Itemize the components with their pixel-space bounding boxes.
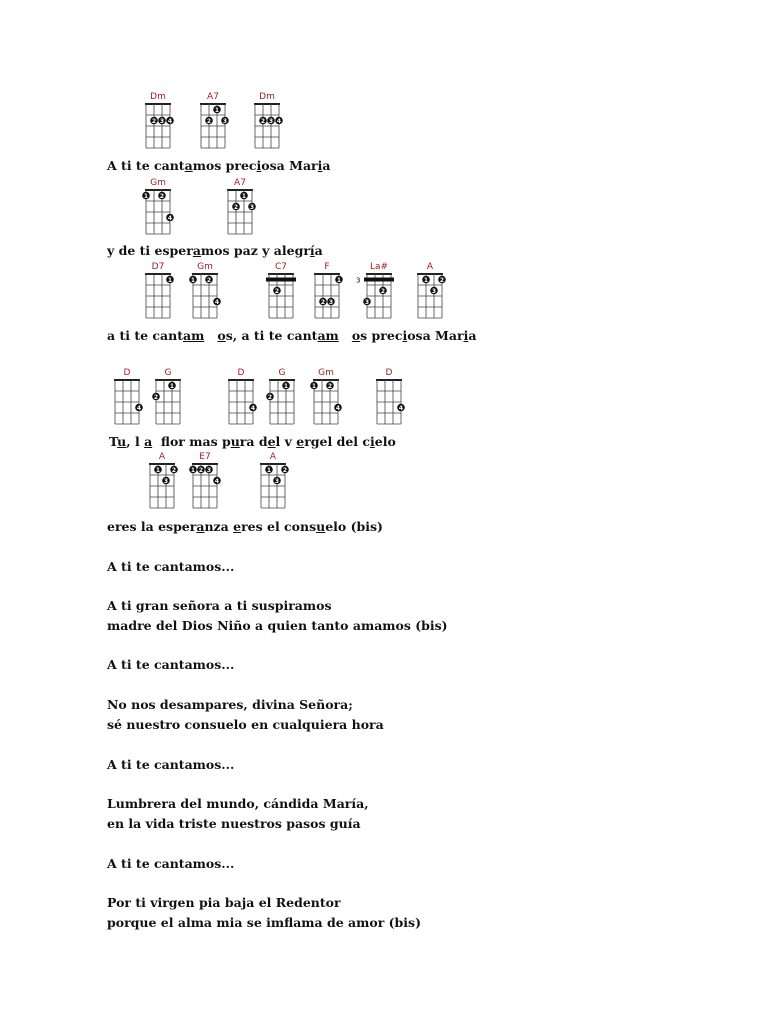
finger-number: 2 [159, 192, 165, 200]
finger-number: 1 [190, 466, 196, 474]
barre-bar [266, 278, 296, 282]
underlined-syllable: a [144, 434, 153, 449]
fretboard [222, 189, 258, 237]
chord-name: C7 [274, 262, 287, 272]
lyric-line: No nos desampares, divina Señora; [107, 697, 353, 712]
chord-diagram [308, 368, 344, 428]
lyric-line: en la vida triste nuestros pasos guía [107, 816, 361, 831]
finger-number: 2 [327, 382, 333, 390]
chord-name: D7 [151, 262, 165, 272]
chord-name: A7 [234, 178, 246, 188]
fretboard [195, 103, 231, 151]
finger-number: 1 [283, 382, 289, 390]
lyric-text: a [314, 243, 323, 258]
lyric-line: A ti te cantamos... [107, 757, 235, 772]
fretboard [309, 273, 345, 321]
finger-number: 2 [320, 298, 326, 306]
lyric-text: flor mas p [152, 434, 231, 449]
finger-number: 2 [233, 203, 239, 211]
fretboard [109, 379, 145, 427]
underlined-syllable: a [192, 243, 201, 258]
finger-number: 3 [274, 477, 280, 485]
lyric-text: elo (bis) [325, 519, 383, 534]
lyric-text: osa Mar [261, 158, 318, 173]
fretboard [255, 463, 291, 511]
finger-number: 2 [282, 466, 288, 474]
lyric-line [107, 158, 331, 173]
chord-diagram [140, 262, 176, 322]
chord-name: A [426, 262, 434, 272]
lyric-text: mos prec [192, 158, 257, 173]
underlined-syllable: am [317, 328, 339, 343]
fretboard [187, 273, 223, 321]
underlined-syllable: i [256, 158, 262, 173]
underlined-syllable: i [463, 328, 469, 343]
fretboard [308, 379, 344, 427]
lyric-line [109, 434, 396, 449]
lyric-line [107, 519, 383, 534]
chord-diagram [144, 452, 180, 512]
lyric-line: porque el alma mia se imflama de amor (bis) [107, 915, 421, 930]
chord-name: Gm [197, 262, 213, 272]
lyric-line: A ti gran señora a ti suspiramos [107, 598, 332, 613]
lyric-text: eres la esper [107, 519, 197, 534]
underlined-syllable: i [317, 158, 323, 173]
finger-number: 2 [171, 466, 177, 474]
lyric-text: A ti te cant [107, 158, 185, 173]
chord-name: A7 [207, 92, 219, 102]
chord-diagram [140, 178, 176, 238]
lyric-text: , l [126, 434, 145, 449]
chord-diagram [140, 92, 176, 152]
finger-number: 1 [167, 276, 173, 284]
finger-number: 4 [167, 117, 173, 125]
lyric-text: s, a ti te cant [225, 328, 318, 343]
lyric-line: A ti te cantamos... [107, 657, 235, 672]
fretboard [150, 379, 186, 427]
fret-number: 3 [356, 276, 361, 285]
finger-number: 2 [380, 287, 386, 295]
chord-diagram [150, 368, 186, 428]
underlined-syllable: u [117, 434, 127, 449]
fretboard [140, 189, 176, 237]
chord-diagram [412, 262, 448, 322]
chord-name: La# [369, 262, 389, 272]
fretboard [371, 379, 407, 427]
lyric-text: rgel del c [304, 434, 370, 449]
underlined-syllable: o [217, 328, 226, 343]
finger-number: 3 [222, 117, 228, 125]
finger-number: 1 [214, 106, 220, 114]
finger-number: 2 [267, 393, 273, 401]
lyric-text: mos paz y alegr [200, 243, 310, 258]
chord-diagram [223, 368, 259, 428]
lyric-text: res el cons [241, 519, 317, 534]
underlined-syllable: o [351, 328, 361, 343]
finger-number: 4 [167, 214, 173, 222]
lyric-text: s prec [360, 328, 403, 343]
fretboard [187, 463, 223, 511]
finger-number: 3 [431, 287, 437, 295]
chord-diagram [222, 178, 258, 238]
chord-diagram [187, 262, 223, 322]
finger-number: 3 [163, 477, 169, 485]
lyric-line: Por ti virgen pia baja el Redentor [107, 895, 341, 910]
finger-number: 2 [151, 117, 157, 125]
lyric-text: l v [275, 434, 297, 449]
fretboard [264, 379, 300, 427]
fretboard [223, 379, 259, 427]
lyric-line [107, 328, 476, 343]
chord-diagram [356, 262, 397, 322]
finger-number: 1 [311, 382, 317, 390]
lyric-line: A ti te cantamos... [107, 856, 235, 871]
finger-number: 1 [143, 192, 149, 200]
finger-number: 1 [190, 276, 196, 284]
finger-number: 1 [155, 466, 161, 474]
chord-diagram [263, 262, 299, 322]
chord-name: A [269, 452, 277, 462]
finger-number: 1 [423, 276, 429, 284]
finger-number: 1 [169, 382, 175, 390]
chord-name: G [278, 368, 286, 378]
underlined-syllable: am [182, 328, 205, 343]
finger-number: 3 [206, 466, 212, 474]
fretboard [144, 463, 180, 511]
finger-number: 3 [268, 117, 274, 125]
finger-number: 4 [214, 298, 220, 306]
underlined-syllable: a [184, 158, 193, 173]
underlined-syllable: e [296, 434, 305, 449]
chord-diagram [371, 368, 407, 428]
underlined-syllable: i [370, 434, 375, 449]
chord-name: D [237, 368, 245, 378]
finger-number: 4 [335, 404, 341, 412]
chord-name: G [164, 368, 172, 378]
chord-diagram [249, 92, 285, 152]
fretboard [263, 273, 299, 321]
finger-number: 1 [266, 466, 272, 474]
chord-name: Dm [259, 92, 275, 102]
finger-number: 3 [364, 298, 370, 306]
chord-diagram [309, 262, 345, 322]
finger-number: 3 [159, 117, 165, 125]
finger-number: 2 [260, 117, 266, 125]
chord-name: Gm [150, 178, 166, 188]
chord-name: D [385, 368, 393, 378]
underlined-syllable: í [309, 243, 315, 258]
fretboard [140, 273, 176, 321]
lyric-text [339, 328, 352, 343]
lyric-text: osa Mar [407, 328, 464, 343]
lyric-text: a [322, 158, 331, 173]
chord-diagram [195, 92, 231, 152]
lyric-text: a [468, 328, 477, 343]
fretboard [412, 273, 448, 321]
lyric-text [204, 328, 217, 343]
underlined-syllable: u [230, 434, 240, 449]
chord-name: Dm [150, 92, 166, 102]
finger-number: 4 [276, 117, 282, 125]
finger-number: 4 [398, 404, 404, 412]
chord-name: Gm [318, 368, 334, 378]
lyric-text: T [109, 434, 118, 449]
finger-number: 2 [439, 276, 445, 284]
barre-bar [364, 278, 394, 282]
lyric-line: A ti te cantamos... [107, 559, 235, 574]
underlined-syllable: a [196, 519, 205, 534]
fretboard [356, 273, 397, 321]
lyric-line: sé nuestro consuelo en cualquiera hora [107, 717, 384, 732]
lyric-text: elo [374, 434, 396, 449]
finger-number: 1 [241, 192, 247, 200]
fretboard [249, 103, 285, 151]
lyric-text: nza [204, 519, 234, 534]
finger-number: 2 [206, 276, 212, 284]
chord-diagram [109, 368, 145, 428]
finger-number: 4 [136, 404, 142, 412]
finger-number: 3 [249, 203, 255, 211]
finger-number: 4 [214, 477, 220, 485]
chord-diagram [187, 452, 223, 512]
lyric-line: madre del Dios Niño a quien tanto amamos (bis) [107, 618, 448, 633]
fretboard [140, 103, 176, 151]
underlined-syllable: e [233, 519, 242, 534]
lyric-text: a ti te cant [107, 328, 183, 343]
underlined-syllable: e [267, 434, 276, 449]
finger-number: 2 [198, 466, 204, 474]
finger-number: 3 [328, 298, 334, 306]
underlined-syllable: i [402, 328, 408, 343]
finger-number: 2 [274, 287, 280, 295]
chord-diagram [255, 452, 291, 512]
underlined-syllable: u [316, 519, 326, 534]
chord-name: F [324, 262, 330, 272]
chord-diagram [264, 368, 300, 428]
lyric-line [107, 243, 323, 258]
lyric-text: y de ti esper [107, 243, 193, 258]
finger-number: 2 [206, 117, 212, 125]
lyric-line: Lumbrera del mundo, cándida María, [107, 796, 369, 811]
finger-number: 4 [250, 404, 256, 412]
chord-name: E7 [199, 452, 211, 462]
chord-name: D [123, 368, 131, 378]
chord-name: A [158, 452, 166, 462]
finger-number: 1 [336, 276, 342, 284]
finger-number: 2 [153, 393, 159, 401]
lyric-text: ra d [239, 434, 268, 449]
